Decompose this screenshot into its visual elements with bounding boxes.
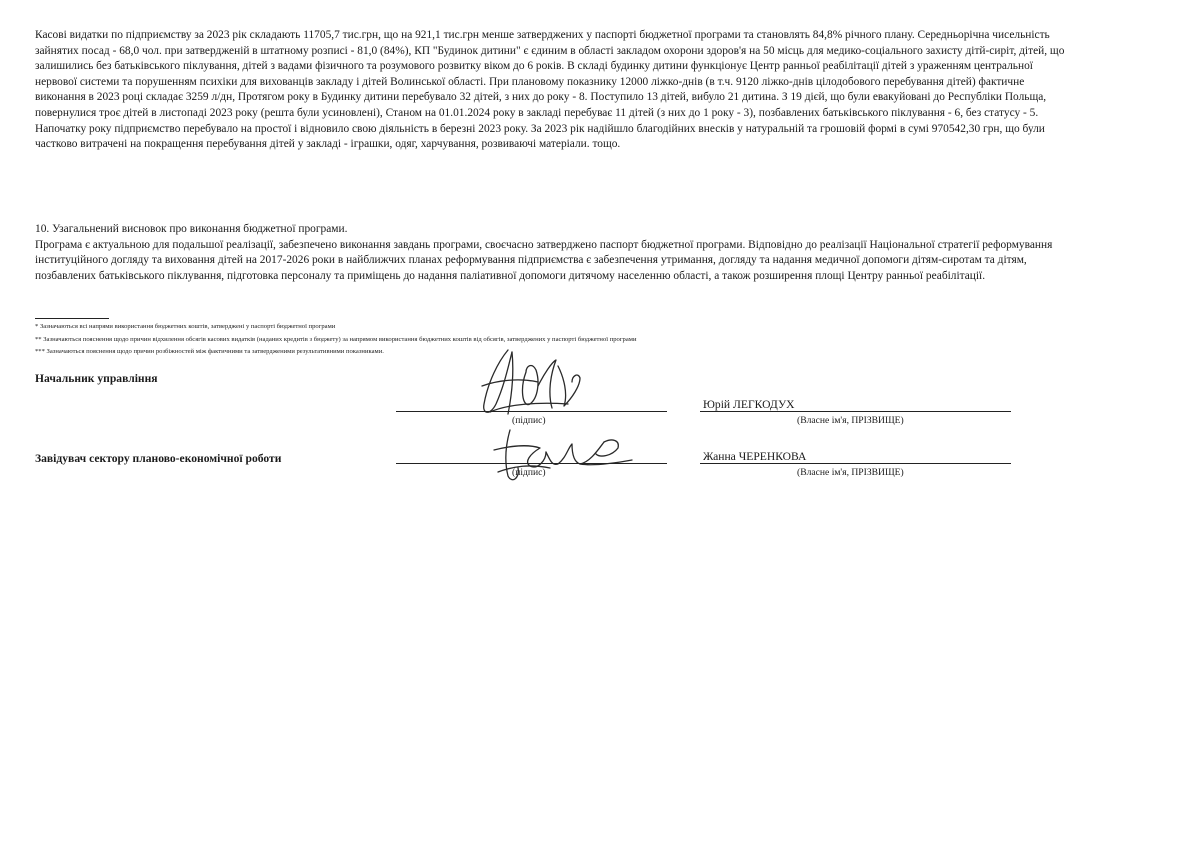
signature-caption-2: (підпис) — [512, 467, 546, 478]
footnote-2: ** Зазначаються пояснення щодо причин відхилення обсягів касових видатків (наданих кредитів з бюджету) за напрямом використання бюджетних коштів від обсягів, затверджених у паспорті бюджетної програми — [35, 336, 637, 343]
conclusion-text: Програма є актуальною для подальшої реалізації, забезпечено виконання завдань програми, своєчасно затверджено паспорт бюджетної програми. Відповідно до реалізації Національної стратегії реформування інституційного догляду та виховання дітей на 2017-2026 роки в найближчих планах реформування підприємства є забезпечення утримання, догляду та надання медичної допомоги дітям-сиротам та дітям, позбавлених батьківського піклування, підготовка персоналу та приміщень до надання паліативної допомоги дитячому населенню області, а також розширення площі Центру ранньої реабілітації. — [35, 238, 1053, 282]
signatory-name-2: Жанна ЧЕРЕНКОВА — [703, 450, 807, 463]
signature-line-2 — [396, 463, 667, 464]
footnote-1: * Зазначаються всі напрями використання бюджетних коштів, затверджені у паспорті бюджетної програми — [35, 323, 336, 330]
footnote-divider — [35, 318, 109, 319]
name-caption-2: (Власне ім'я, ПРІЗВИЩЕ) — [797, 467, 904, 478]
signatory-role-economist: Завідувач сектору планово-економічної роботи — [35, 452, 282, 465]
name-caption-1: (Власне ім'я, ПРІЗВИЩЕ) — [797, 415, 904, 426]
handwritten-signature-2 — [480, 420, 650, 486]
signature-line-1 — [396, 411, 667, 412]
signatory-name-1: Юрій ЛЕГКОДУХ — [703, 398, 795, 411]
name-line-2 — [700, 463, 1011, 464]
signature-caption-1: (підпис) — [512, 415, 546, 426]
conclusion-section — [35, 222, 1075, 284]
budget-execution-paragraph: Касові видатки по підприємству за 2023 рік складають 11705,7 тис.грн, що на 921,1 тис.грн менше затверджених у паспорті бюджетної програми та становлять 84,8% річного плану. Середньорічна чисельність зайнятих посад - 68,0 чол. при затвердженій в штатному розписі - 81,0 (84%), КП "Будинок дитини" є єдиним в області закладом охорони здоров'я на 50 місць для медико-соціального захисту дітй-сиріт, дітей, що залишились без батьківського піклування, дітей з вадами фізичного та розумового розвитку віком до 6 років. В складі будинку дитини функціонує Центр ранньої реабілітації дітей з ураженням центральної нервової системи та порушенням психіки для вихованців закладу і дітей Волинської області. При плановому показнику 12000 ліжко-днів (в т.ч. 9120 ліжко-днів цілодобового перебування дітей) фактичне виконання в 2023 році складає 3259 л/дн, Протягом року в Будинку дитини перебувало 32 дітей, з них до року - 8. Поступило 13 дітей, вибуло 21 дитина. З 19 дієй, що були евакуйовані до Республіки Польща, повернулися троє дітей в листопаді 2023 року (решта були усиновлені), Станом на 01.01.2024 року в закладі перебуває 11 дітей (з них до 1 року - 3), позбавлених батьківського піклування - 6, без статусу - 5. Напочатку року підприємство перебувало на простої і відновило свою діяльність в березні 2023 року. За 2023 рік надійшло благодійних внесків у натуральній та грошовій формі в сумі 970542,30 грн, що були частково витрачені на покращення перебування дітей у закладі - іграшки, одяг, харчування, розвиваючі матеріали. тощо. — [35, 29, 1065, 151]
conclusion-title: 10. Узагальнений висновок про виконання бюджетної програми. — [35, 223, 348, 235]
footnote-3: *** Зазначаються пояснення щодо причин розбіжностей між фактичними та затвердженими результативними показниками. — [35, 348, 384, 355]
name-line-1 — [700, 411, 1011, 412]
signatory-role-head: Начальник управління — [35, 372, 158, 385]
